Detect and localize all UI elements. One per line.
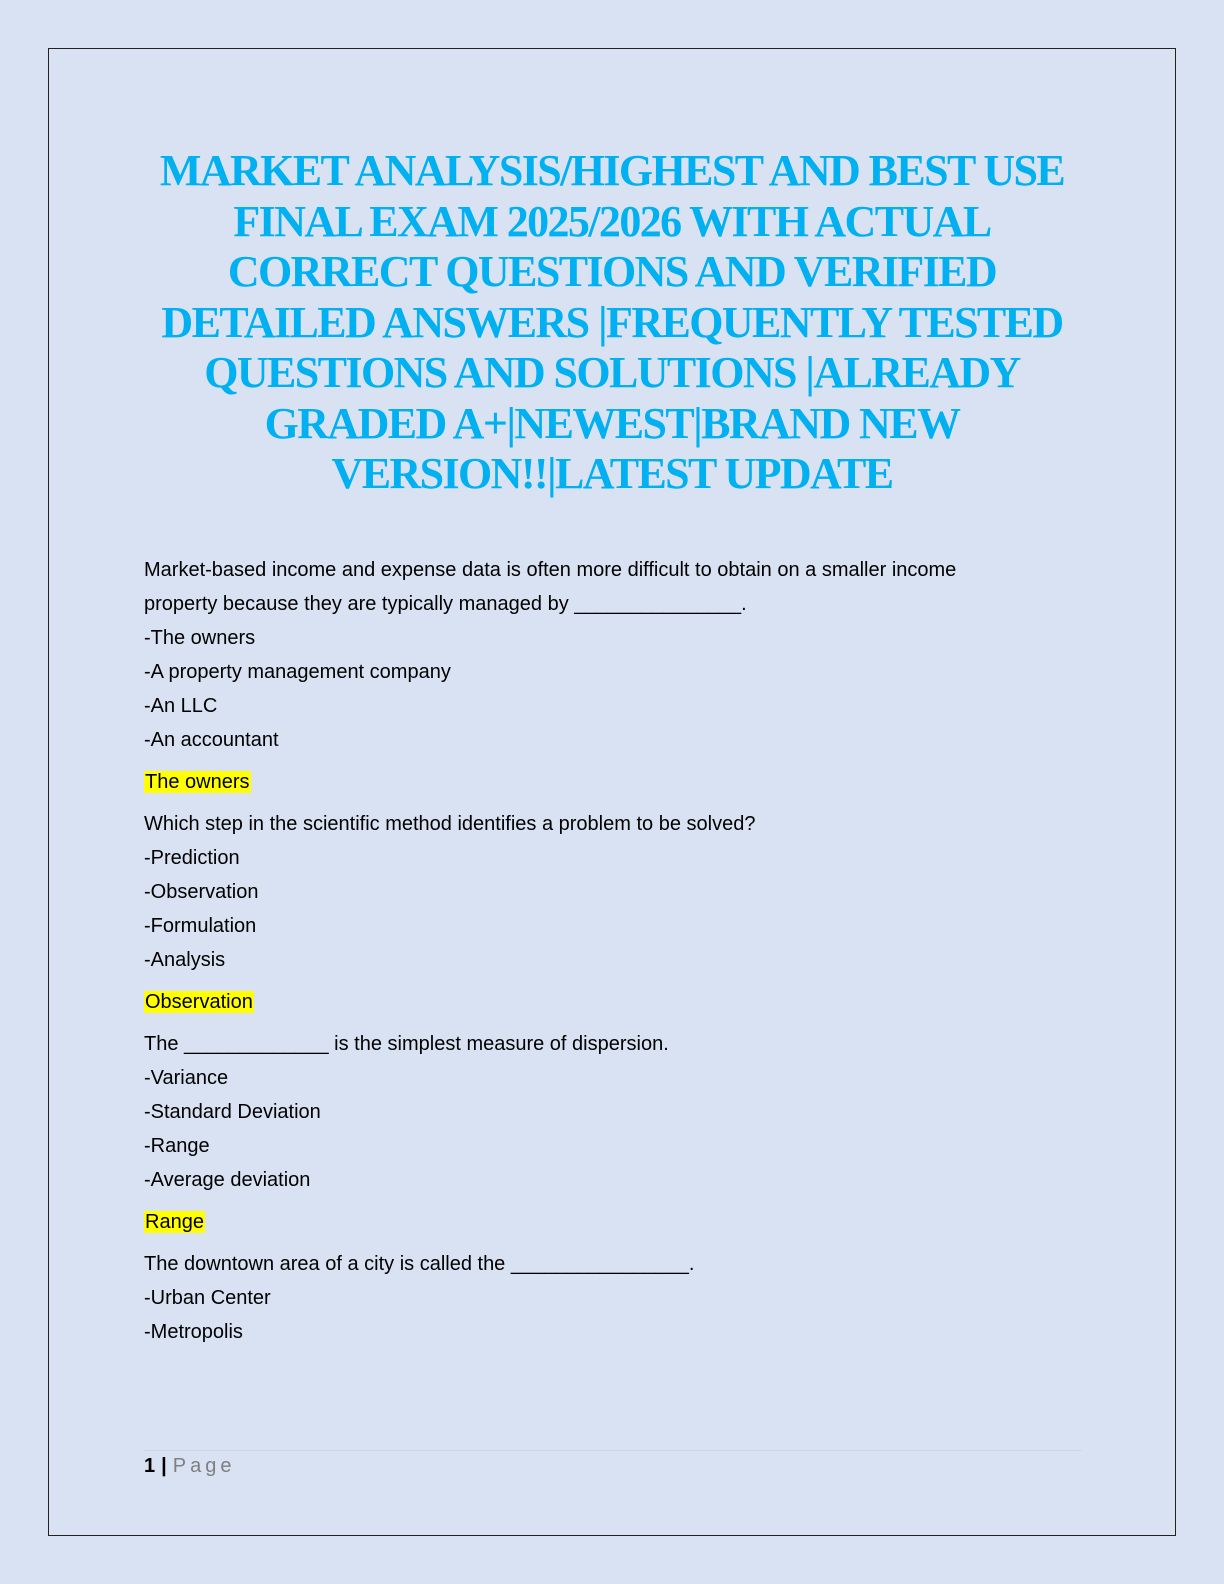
- option: -Urban Center: [144, 1287, 271, 1309]
- question-text: Market-based income and expense data is often more difficult to obtain on a smaller income: [144, 559, 957, 581]
- option: -Average deviation: [144, 1169, 311, 1191]
- answer-highlight: Observation: [145, 991, 253, 1013]
- option: -Metropolis: [144, 1321, 243, 1343]
- answer-highlight: The owners: [145, 771, 250, 793]
- question-text: The _____________ is the simplest measure of dispersion.: [144, 1033, 669, 1055]
- question-text: property because they are typically managed by _______________.: [144, 593, 747, 615]
- question-text: Which step in the scientific method identifies a problem to be solved?: [144, 813, 756, 835]
- option: -The owners: [144, 627, 256, 649]
- answer: [144, 985, 1074, 1019]
- answer: [144, 765, 1074, 799]
- answer: [144, 1205, 1074, 1239]
- option: -Variance: [144, 1067, 229, 1089]
- question-block: [144, 553, 1074, 799]
- page-number: 1: [144, 1455, 156, 1477]
- page-label: Page: [172, 1455, 236, 1477]
- document-body: [144, 553, 1074, 1349]
- option: -An accountant: [144, 729, 279, 751]
- question-text: The downtown area of a city is called the ________________.: [144, 1253, 695, 1275]
- option: -Observation: [144, 881, 259, 903]
- footer-divider: [144, 1450, 1082, 1451]
- option: -Range: [144, 1135, 210, 1157]
- option: -Analysis: [144, 949, 226, 971]
- option: -A property management company: [144, 661, 451, 683]
- page-footer: [144, 1455, 235, 1478]
- option: -Prediction: [144, 847, 240, 869]
- option: -Standard Deviation: [144, 1101, 321, 1123]
- option: -Formulation: [144, 915, 257, 937]
- question-block: [144, 807, 1074, 1019]
- document-title: MARKET ANALYSIS/HIGHEST AND BEST USE FINAL EXAM 2025/2026 WITH ACTUAL CORRECT QUESTIONS AND VERIFIED DETAILED ANSWERS |FREQUENTLY TESTED QUESTIONS AND SOLUTIONS |ALREADY GRADED A+|NEWEST|BRAND NEW VERSION!!|LATEST UPDATE: [159, 146, 1065, 498]
- footer-separator: |: [161, 1455, 167, 1477]
- question-block: [144, 1027, 1074, 1239]
- question-block: [144, 1247, 1074, 1349]
- option: -An LLC: [144, 695, 218, 717]
- answer-highlight: Range: [145, 1211, 204, 1233]
